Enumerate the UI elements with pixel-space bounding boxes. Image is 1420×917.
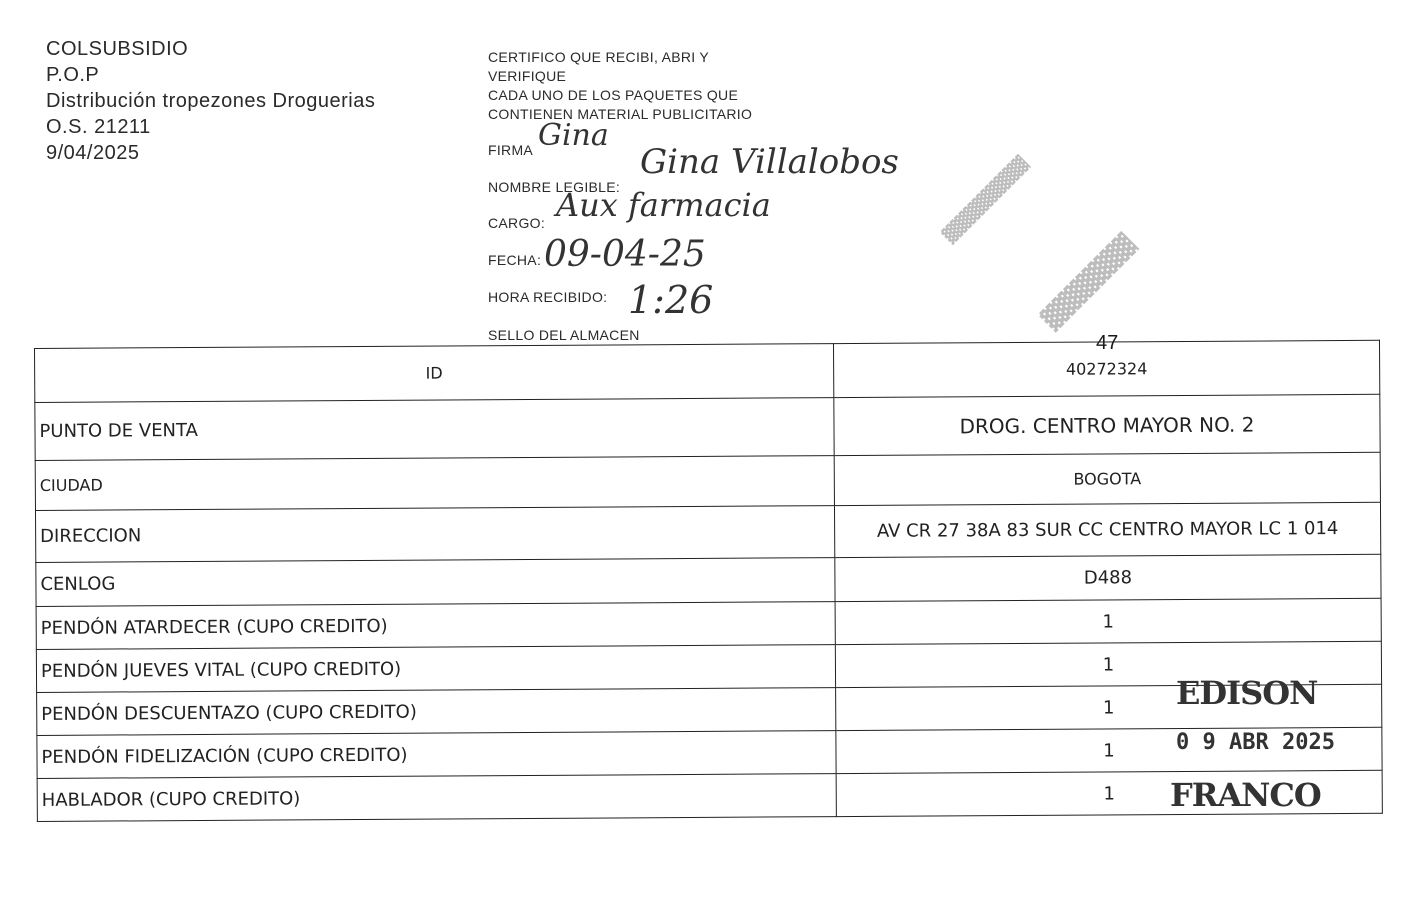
row-label: CENLOG	[36, 558, 835, 607]
firma-value: Gina	[538, 118, 609, 153]
table-row	[35, 394, 1380, 460]
row-label: PENDÓN ATARDECER (CUPO CREDITO)	[36, 602, 835, 650]
nombre-label: NOMBRE LEGIBLE:	[488, 179, 621, 195]
row-value: DROG. CENTRO MAYOR NO. 2	[834, 394, 1380, 455]
row-value: 40272324	[833, 340, 1379, 397]
table-row	[35, 452, 1380, 510]
cert-line-4: CONTIENEN MATERIAL PUBLICITARIO	[488, 106, 753, 122]
fecha-value: 09-04-25	[544, 234, 706, 275]
stamp-surname: FRANCO	[1170, 776, 1321, 814]
row-label: PUNTO DE VENTA	[35, 398, 834, 461]
row-value: D488	[835, 554, 1381, 601]
table-row	[35, 502, 1380, 562]
fecha-label: FECHA:	[488, 252, 542, 268]
row-label: ID	[35, 344, 834, 403]
row-label: PENDÓN DESCUENTAZO (CUPO CREDITO)	[37, 688, 836, 736]
description: Distribución tropezones Droguerias	[46, 90, 376, 112]
page-number: 47	[1096, 332, 1119, 354]
faint-stamp-mark-2: ▓▓▓▓▓▓▓	[1038, 231, 1140, 334]
row-label: DIRECCION	[35, 506, 834, 563]
row-label: PENDÓN FIDELIZACIÓN (CUPO CREDITO)	[37, 731, 836, 779]
row-value: 1	[836, 770, 1382, 816]
hora-value: 1:26	[628, 278, 714, 322]
row-label: PENDÓN JUEVES VITAL (CUPO CREDITO)	[36, 645, 835, 693]
nombre-value: Gina Villalobos	[640, 142, 899, 182]
row-value: 1	[836, 727, 1382, 773]
cert-line-3: CADA UNO DE LOS PAQUETES QUE	[488, 87, 739, 103]
row-label: HABLADOR (CUPO CREDITO)	[37, 774, 836, 822]
row-value: AV CR 27 38A 83 SUR CC CENTRO MAYOR LC 1 014	[834, 502, 1380, 557]
stamp-name: EDISON	[1176, 674, 1318, 712]
header-date: 9/04/2025	[46, 142, 140, 164]
sello-label: SELLO DEL ALMACEN	[488, 327, 640, 343]
hora-label: HORA RECIBIDO:	[488, 289, 608, 305]
pop-label: P.O.P	[46, 64, 100, 86]
table-row	[35, 340, 1380, 402]
certification-text	[488, 48, 752, 124]
row-value: 1	[836, 684, 1382, 730]
stamp-date: 0 9 ABR 2025	[1176, 730, 1335, 755]
row-label: CIUDAD	[35, 456, 834, 511]
org-name: COLSUBSIDIO	[46, 38, 189, 60]
cert-line-1: CERTIFICO QUE RECIBI, ABRI Y	[488, 49, 710, 65]
row-value: BOGOTA	[834, 452, 1380, 505]
firma-label: FIRMA	[488, 142, 534, 158]
row-value: 1	[835, 598, 1381, 644]
cert-line-2: VERIFIQUE	[488, 68, 567, 84]
header-block	[46, 36, 375, 166]
cargo-label: CARGO:	[488, 215, 546, 231]
faint-stamp-mark: ▓▓▓▓▓▓▓▓▓	[939, 153, 1032, 246]
row-value: 1	[835, 641, 1381, 687]
cargo-value: Aux farmacia	[556, 186, 771, 224]
os-number: O.S. 21211	[46, 116, 151, 138]
